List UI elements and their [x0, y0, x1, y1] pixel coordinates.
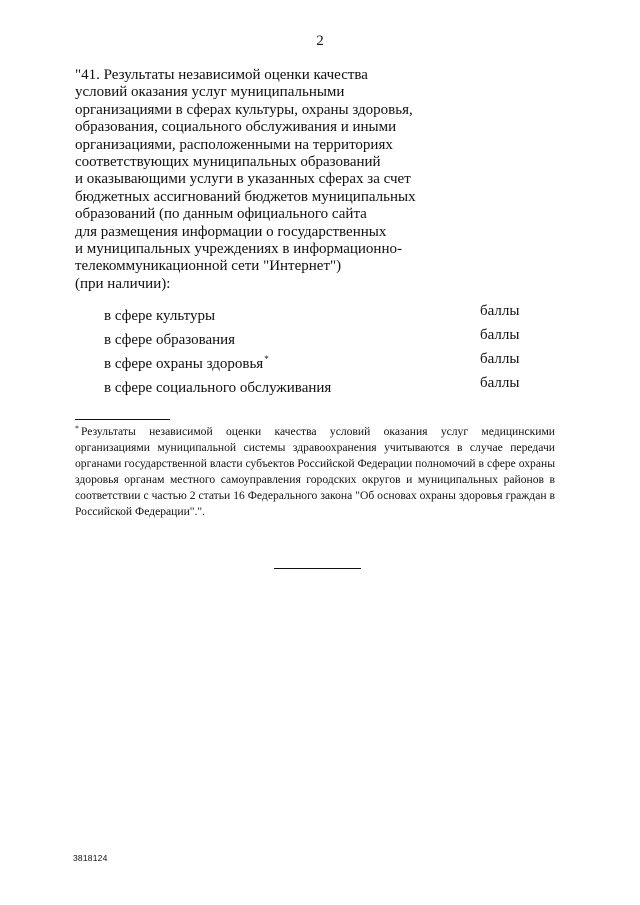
heading-line: (при наличии):	[75, 275, 171, 292]
document-code: 3818124	[73, 853, 108, 863]
footnote-divider	[75, 419, 170, 420]
footnote-marker: *	[75, 424, 79, 433]
row-label	[104, 326, 236, 349]
row-label	[104, 374, 332, 397]
row-label-text: в сфере образования	[104, 332, 236, 348]
row-label-text: в сфере культуры	[104, 308, 216, 324]
row-label-text: в сфере охраны здоровья	[104, 356, 264, 372]
footnote-text: Результаты независимой оценки качества условий оказания услуг медицинскими организациями муниципальной системы здравоохранения учитываются в случае передачи органами государственной власти субъектов Российской Федерации полномочий в сфере охраны здоровья органам местного самоуправления городских округов и муниципальных районов в соответствии с частью 2 статьи 16 Федерального закона "Об основах охраны здоровья граждан в Российской Федерации".".	[75, 425, 555, 519]
row-unit: баллы	[480, 351, 520, 367]
heading-line: образования, социального обслуживания и иными	[75, 119, 397, 136]
page-number: 2	[316, 33, 324, 49]
end-divider	[274, 568, 361, 569]
heading-line: организациями, расположенными на территориях	[75, 136, 393, 153]
row-label	[104, 302, 216, 325]
heading-line: образований (по данным официального сайта	[75, 206, 367, 223]
footnote-marker: *	[264, 354, 269, 364]
heading-line: соответствующих муниципальных образований	[75, 154, 381, 171]
heading-line: и муниципальных учреждениях в информационно-	[75, 241, 402, 258]
heading-line: условий оказания услуг муниципальными	[75, 84, 345, 101]
indicator-row-education	[104, 326, 544, 350]
row-unit: баллы	[480, 375, 520, 391]
heading-line: "41. Результаты независимой оценки качества	[75, 67, 368, 83]
heading-line: бюджетных ассигнований бюджетов муниципальных	[75, 188, 416, 205]
row-label	[104, 350, 269, 373]
indicator-row-culture	[104, 302, 544, 326]
heading-line: и оказывающими услуги в указанных сферах за счет	[75, 171, 411, 188]
heading-line: телекоммуникационной сети "Интернет")	[75, 258, 342, 275]
row-label-text: в сфере социального обслуживания	[104, 380, 332, 396]
indicator-rows	[104, 302, 544, 398]
footnote	[75, 421, 555, 521]
indicator-row-health	[104, 350, 544, 374]
indicator-heading	[75, 67, 495, 293]
row-unit: баллы	[480, 303, 520, 319]
indicator-row-social	[104, 374, 544, 398]
row-unit: баллы	[480, 327, 520, 343]
heading-line: организациями в сферах культуры, охраны здоровья,	[75, 101, 413, 118]
heading-line: для размещения информации о государственных	[75, 223, 387, 240]
